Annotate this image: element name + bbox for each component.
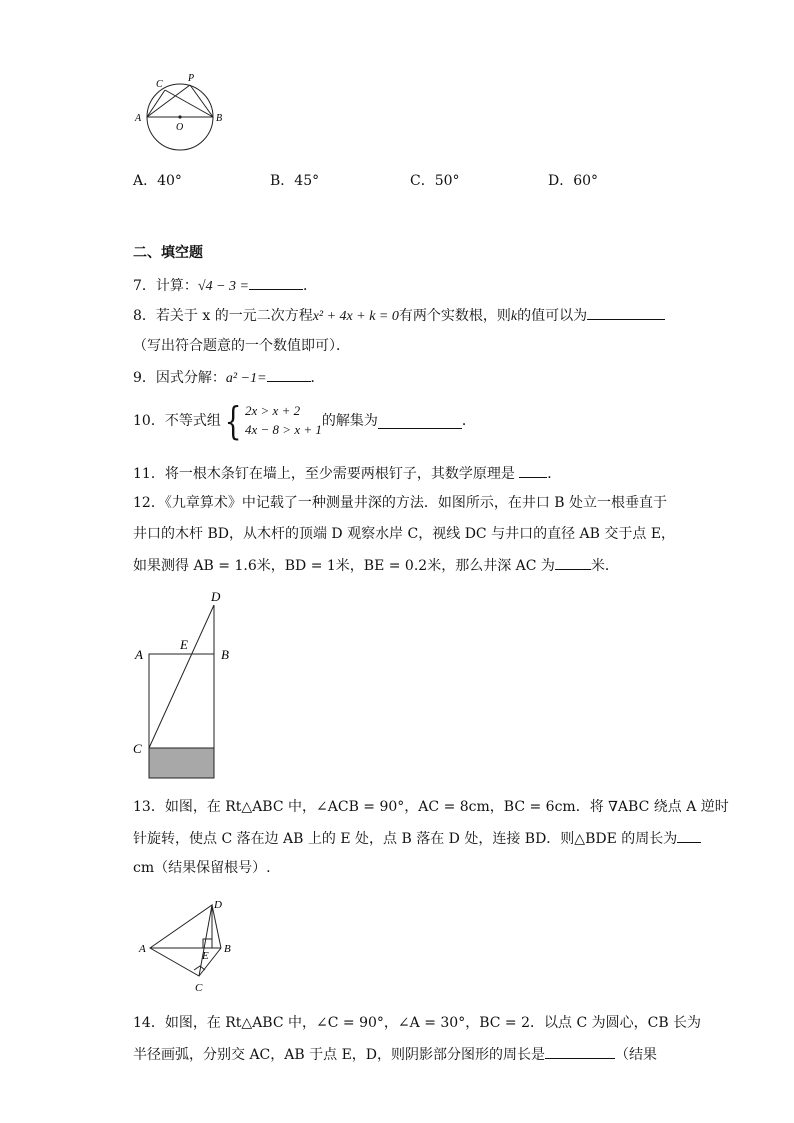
- label-a: A: [135, 113, 142, 124]
- circle-figure: [130, 70, 240, 165]
- label-o: O: [176, 122, 184, 133]
- q8-line2: （写出符合题意的一个数值即可）．: [133, 338, 350, 354]
- q10-pre: 10．不等式组: [133, 413, 221, 429]
- q12-line3a: 如果测得 AB = 1.6米，BD = 1米，BE = 0.2米，那么井深 AC 为: [133, 558, 555, 574]
- rotation-figure: [135, 893, 245, 998]
- inequality-system: [245, 402, 322, 440]
- q7-end: ．: [303, 278, 317, 294]
- q13-line1: 13．如图，在 Rt△ABC 中，∠ACB = 90°，AC = 8cm，BC = 6cm．将 ∇ABC 绕点 A 逆时: [133, 799, 729, 815]
- q7-num: 7．计算：: [133, 278, 198, 294]
- question-13: [133, 828, 701, 849]
- label-a: A: [135, 647, 143, 662]
- answer-blank-9[interactable]: [267, 367, 311, 382]
- q12-line3b: 米．: [590, 558, 619, 574]
- q10-ineq2: 4x − 8 > x + 1: [245, 422, 322, 437]
- q14-line2a: 半径画弧，分别交 AC，AB 于点 E，D，则阴影部分图形的周长是: [133, 1047, 546, 1063]
- answer-blank-14[interactable]: [545, 1044, 615, 1059]
- q12-line2: 井口的木杆 BD，从木杆的顶端 D 观察水岸 C，视线 DC 与井口的直径 AB 交于点 E，: [133, 526, 676, 542]
- q13-line2a: 针旋转，使点 C 落在边 AB 上的 E 处，点 B 落在 D 处，连接 BD．则△BDE 的周长为: [133, 831, 678, 847]
- q10-post: 的解集为: [321, 413, 378, 429]
- q12-line1: 12．《九章算术》中记载了一种测量井深的方法．如图所示，在井口 B 处立一根垂直于: [133, 495, 668, 511]
- label-d: D: [214, 899, 222, 911]
- label-c: C: [133, 741, 142, 756]
- question-7: [133, 275, 317, 297]
- option-c[interactable]: C．50°: [410, 173, 460, 189]
- q8-equation: x² + 4x + k = 0: [312, 309, 399, 324]
- question-10: [133, 399, 476, 443]
- q9-expr: a² −1=: [225, 371, 267, 386]
- option-a[interactable]: A．40°: [133, 173, 182, 189]
- brace-symbol: {: [224, 399, 242, 443]
- q11-text: 11．将一根木条钉在墙上，至少需要两根钉子，其数学原理是: [133, 466, 515, 482]
- section-title: 二、填空题: [133, 245, 203, 261]
- q8-pre: 8．若关于 x 的一元二次方程: [133, 308, 313, 324]
- question-14: [133, 1044, 657, 1065]
- q14-line2b: （结果: [615, 1047, 658, 1063]
- q9-end: ．: [310, 370, 325, 386]
- option-d[interactable]: D．60°: [548, 173, 599, 189]
- q10-ineq1: 2x > x + 2: [245, 403, 301, 418]
- answer-blank-11[interactable]: [519, 463, 547, 478]
- label-p: P: [188, 73, 195, 84]
- answer-blank-13[interactable]: [677, 828, 701, 843]
- question-9: [133, 367, 325, 389]
- answer-blank-8[interactable]: [587, 305, 665, 320]
- label-b: B: [216, 113, 223, 124]
- q8-k: k: [510, 309, 518, 324]
- option-b[interactable]: B．45°: [270, 173, 320, 189]
- q11-end: ．: [547, 466, 562, 482]
- answer-blank-7[interactable]: [249, 275, 303, 290]
- label-b: B: [221, 647, 229, 662]
- q10-end: ．: [461, 413, 476, 429]
- question-8: [133, 305, 665, 327]
- label-e: E: [202, 950, 209, 962]
- answer-blank-12[interactable]: [555, 555, 591, 570]
- q8-post: 的值可以为: [517, 308, 588, 324]
- q9-pre: 9．因式分解：: [133, 370, 226, 386]
- label-e: E: [180, 637, 188, 652]
- answer-blank-10[interactable]: [378, 414, 462, 429]
- question-12: [133, 555, 619, 576]
- q8-mid: 有两个实数根，则: [398, 308, 511, 324]
- label-a: A: [139, 943, 146, 955]
- q7-expr: √4 − 3 =: [197, 279, 249, 294]
- well-figure: [128, 585, 248, 785]
- question-11: [133, 463, 561, 484]
- label-c: C: [195, 982, 203, 994]
- label-d: D: [211, 589, 221, 604]
- label-c: C: [156, 79, 163, 90]
- q13-line3: cm（结果保留根号）.: [133, 860, 271, 876]
- q14-line1: 14．如图，在 Rt△ABC 中，∠C = 90°，∠A = 30°，BC = 2．以点 C 为圆心，CB 长为: [133, 1015, 702, 1031]
- label-b: B: [224, 943, 231, 955]
